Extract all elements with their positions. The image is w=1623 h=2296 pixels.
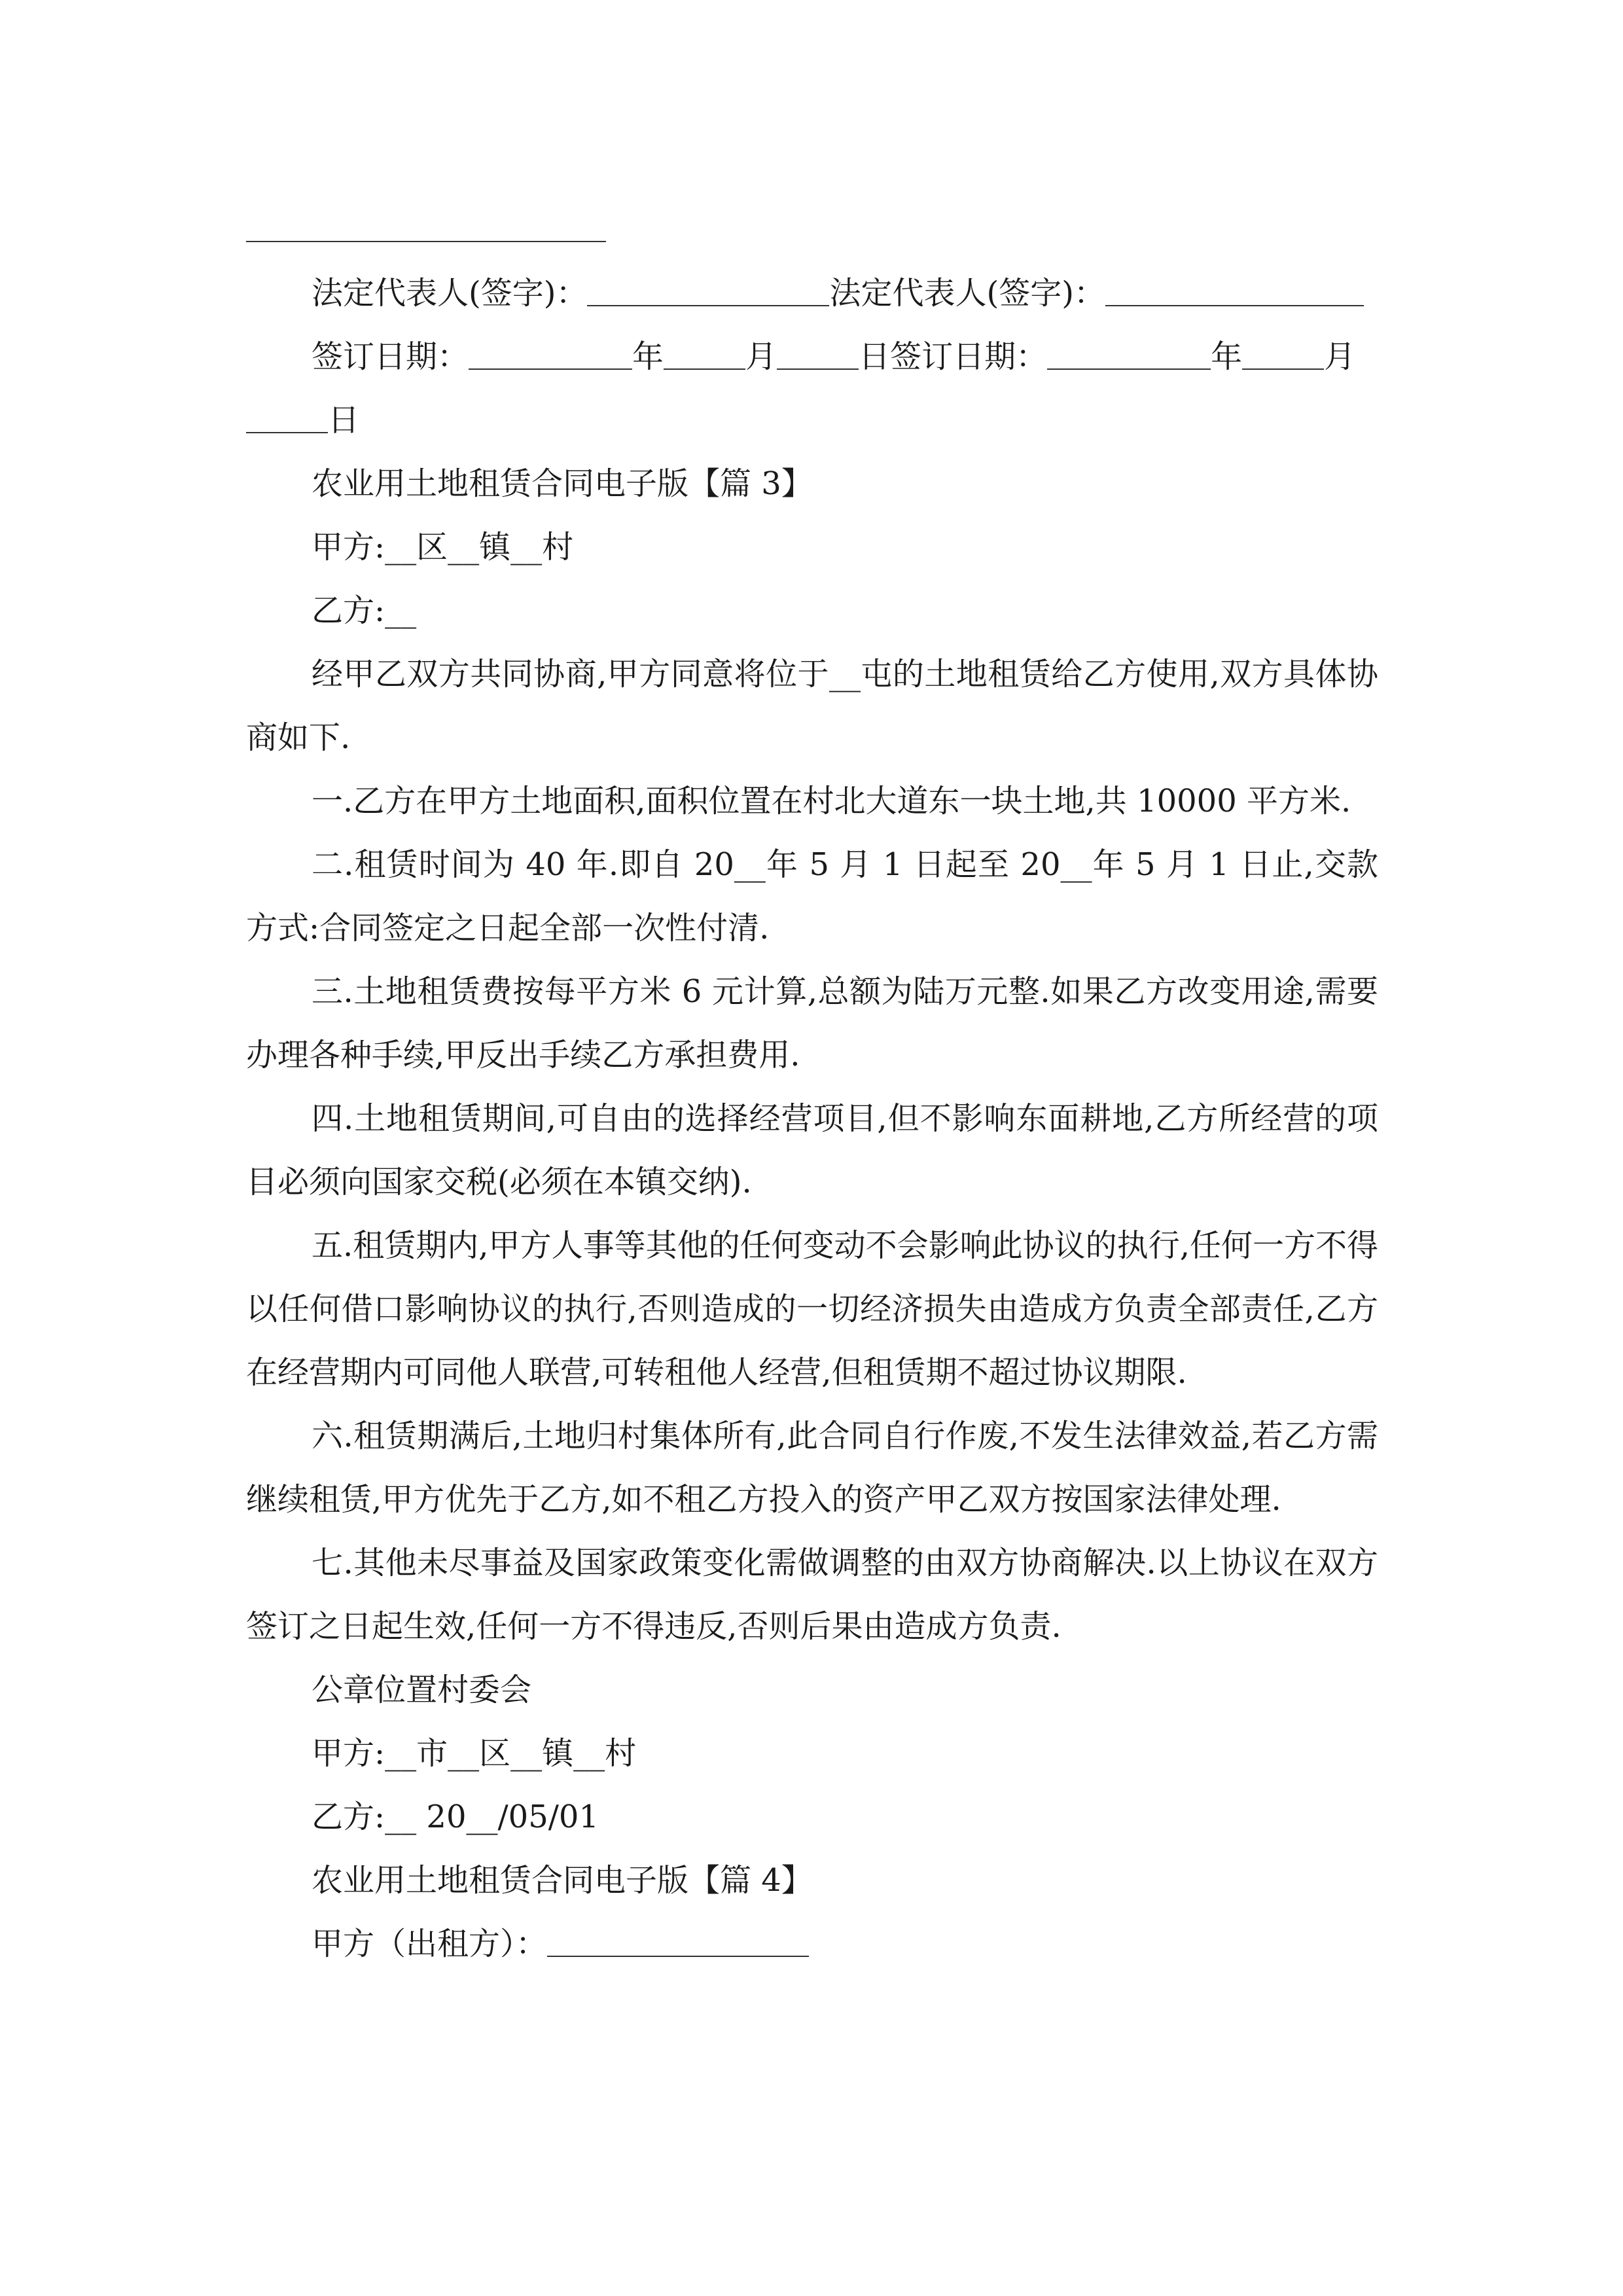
clause-1: 一.乙方在甲方土地面积,面积位置在村北大道东一块土地,共 10000 平方米. [312, 783, 1351, 819]
rep-blank-b [1105, 279, 1364, 306]
clause-6: 六.租赁期满后,土地归村集体所有,此合同自行作废,不发生法律效益,若乙方需继续租赁,甲方优先于乙方,如不租乙方投入的资产甲乙双方按国家法律处理. [246, 1418, 1378, 1518]
clause-5: 五.租赁期内,甲方人事等其他的任何变动不会影响此协议的执行,任何一方不得以任何借口影响协议的执行,否则造成的一切经济损失由造成方负责全部责任,乙方在经营期内可同他人联营,可转租他人经营,但租赁期不超过协议期限. [246, 1227, 1378, 1391]
year-blank-a [469, 342, 632, 370]
day-blank-a [777, 342, 859, 370]
day-char-a: 日 [859, 338, 891, 375]
section3-title: 农业用土地租赁合同电子版【篇 3】 [312, 465, 813, 502]
sign-date-day-line [246, 389, 1378, 452]
section4-party-a-blank [547, 1929, 809, 1957]
month-char-a: 月 [745, 338, 777, 375]
clause-3: 三.土地租赁费按每平方米 6 元计算,总额为陆万元整.如果乙方改变用途,需要办理各种手续,甲反出手续乙方承担费用. [246, 973, 1378, 1073]
section4-party-a-line [246, 1912, 1378, 1976]
top-signature-rule [246, 241, 606, 242]
section4-party-a-label: 甲方（出租方）： [312, 1926, 548, 1962]
date-label-b: 签订日期： [890, 338, 1048, 375]
sign-party-a: 甲方:__市__区__镇__村 [312, 1735, 637, 1772]
rep-blank-a [587, 279, 829, 306]
legal-rep-line [246, 262, 1378, 325]
month-blank-b [1242, 342, 1324, 370]
day-blank-b [246, 406, 328, 433]
month-blank-a [664, 342, 745, 370]
clause-7: 七.其他未尽事益及国家政策变化需做调整的由双方协商解决.以上协议在双方签订之日起生效,任何一方不得违反,否则后果由造成方负责. [246, 1545, 1378, 1645]
sign-date-line [246, 325, 1378, 389]
year-char-b: 年 [1211, 338, 1243, 375]
section3-party-a: 甲方:__区__镇__村 [312, 529, 574, 565]
clause-2: 二.租赁时间为 40 年.即自 20__年 5 月 1 日起至 20__年 5 月 1 日止,交款方式:合同签定之日起全部一次性付清. [246, 846, 1378, 946]
section4-title: 农业用土地租赁合同电子版【篇 4】 [312, 1862, 813, 1899]
sign-party-b: 乙方:__ 20__/05/01 [312, 1799, 599, 1835]
section3-intro: 经甲乙双方共同协商,甲方同意将位于__屯的土地租赁给乙方使用,双方具体协商如下. [246, 656, 1378, 756]
seal-position: 公章位置村委会 [312, 1672, 532, 1708]
rep-label-a: 法定代表人(签字)： [312, 275, 588, 312]
year-char-a: 年 [632, 338, 664, 375]
document-body [246, 262, 1378, 1976]
rep-label-b: 法定代表人(签字)： [829, 275, 1105, 312]
month-char-b: 月 [1324, 338, 1356, 375]
date-label-a: 签订日期： [312, 338, 469, 375]
section3-party-b: 乙方:__ [312, 592, 417, 629]
day-char-b: 日 [328, 402, 360, 439]
year-blank-b [1047, 342, 1211, 370]
clause-4: 四.土地租赁期间,可自由的选择经营项目,但不影响东面耕地,乙方所经营的项目必须向国家交税(必须在本镇交纳). [246, 1100, 1378, 1200]
